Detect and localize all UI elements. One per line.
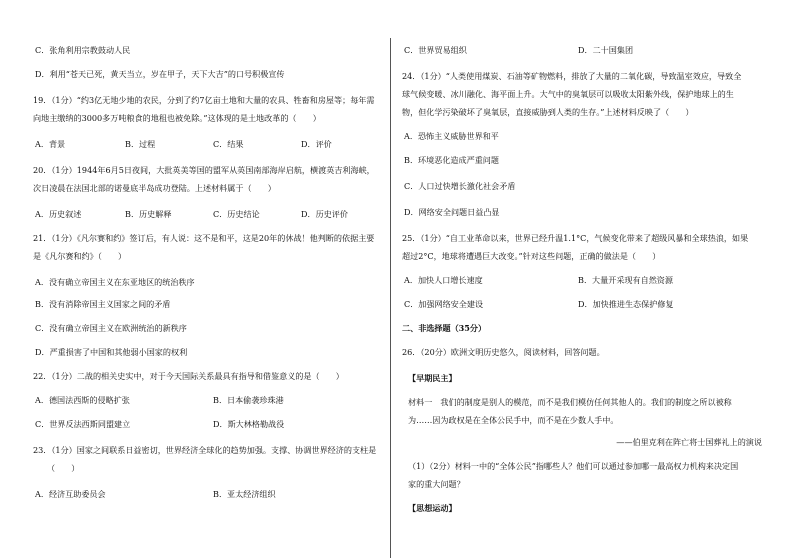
q20-option-d: D．历史评价 [301,209,348,219]
q25-option-c: C．加强网络安全建设 [404,299,484,309]
q25-option-a: A．加快人口增长速度 [404,275,483,285]
question-26-1-line2: 家的重大问题？ [408,479,465,489]
q24-option-d: D．网络安全问题日益凸显 [404,207,500,217]
q19-option-b: B．过程 [125,139,156,149]
question-21-line2: 是《凡尔赛和约》（ ） [33,251,127,261]
material-1-line2: 为……因为政权是在全体公民手中，而不是在少数人手中。 [408,415,619,425]
q24-option-c: C．人口过快增长激化社会矛盾 [404,181,516,191]
subheading-thought-movement: 【思想运动】 [408,503,457,513]
question-20-line1: 20．（1分）1944年6月5日夜间，大批英美等国的盟军从英国南部海岸启航，横渡英吉利海峡， [33,165,375,175]
q24-option-a: A．恐怖主义威胁世界和平 [404,131,499,141]
question-20-line2: 次日凌晨在法国北部的诺曼底半岛成功登陆。上述材料属于（ ） [33,183,276,193]
q22-option-a: A．德国法西斯的侵略扩张 [35,395,130,405]
q21-option-d: D．严重损害了中国和其他弱小国家的权利 [35,347,188,357]
q20-option-b: B．历史解释 [125,209,172,219]
q23-option-b: B．亚太经济组织 [213,489,276,499]
question-24-line3: 物，但化学污染破坏了臭氧层，直接威胁到人类的生存。”上述材料反映了（ ） [402,107,694,117]
q25-option-d: D．加快推进生态保护修复 [578,299,674,309]
material-1-line1: 材料一 我们的制度是别人的模范，而不是我们模仿任何其他人的。我们的制度之所以被称 [408,397,732,407]
q19-option-c: C．结果 [213,139,244,149]
q22-option-d: D．斯大林格勒战役 [213,419,285,429]
q20-option-c: C．历史结论 [213,209,260,219]
q19-option-d: D．评价 [301,139,332,149]
q22-option-b: B．日本偷袭珍珠港 [213,395,284,405]
q21-option-b: B．没有消除帝国主义国家之间的矛盾 [35,299,171,309]
question-21-line1: 21．（1分）《凡尔赛和约》签订后，有人说：这不是和平，这是20年的休战！他判断的依据主要 [33,233,375,243]
question-24-line1: 24．（1分）“人类使用煤炭、石油等矿物燃料，排放了大量的二氧化碳，导致温室效应，导致全 [402,71,742,81]
q22-option-c: C．世界反法西斯同盟建立 [35,419,131,429]
q21-option-a: A．没有确立帝国主义在东亚地区的统治秩序 [35,277,195,287]
question-23-line1: 23．（1分）国家之间联系日益密切，世界经济全球化的趋势加强。支撑、协调世界经济的支柱是 [33,445,377,455]
q21-option-c: C．没有确立帝国主义在欧洲统治的新秩序 [35,323,187,333]
q23-option-d: D．二十国集团 [578,45,634,55]
material-1-source: ——伯里克利在阵亡将士国葬礼上的演说 [616,437,762,447]
question-25-line2: 超过2°C，地球将遭遇巨大改变。”针对这些问题，正确的做法是（ ） [402,251,661,261]
option-d-18: D．利用“苍天已死，黄天当立，岁在甲子，天下大吉”的口号积极宣传 [35,69,285,79]
question-25-line1: 25．（1分）“自工业革命以来，世界已经升温1.1°C，气候变化带来了超级风暴和全球热浪，如果 [402,233,749,243]
section-heading-nonchoice: 二、非选择题（35分） [402,323,487,333]
q23-option-c: C．世界贸易组织 [404,45,467,55]
column-divider [390,38,391,558]
question-24-line2: 球气候变暖、冰川融化、海平面上升。大气中的臭氧层可以吸收太阳紫外线，保护地球上的生 [402,89,734,99]
q25-option-b: B．大量开采现有自然资源 [578,275,673,285]
question-23-line2: （ ） [47,463,80,473]
q19-option-a: A．背景 [35,139,66,149]
question-26-1-line1: （1）（2分）材料一中的“全体公民”指哪些人？他们可以通过参加哪一最高权力机构来决定国 [408,461,739,471]
q23-option-a: A．经济互助委员会 [35,489,106,499]
q24-option-b: B．环境恶化造成严重问题 [404,155,499,165]
subheading-early-democracy: 【早期民主】 [408,373,457,383]
q20-option-a: A．历史叙述 [35,209,82,219]
question-19-line2: 向地主缴纳的3000多万吨粮食的地租也被免除。”这体现的是土地改革的（ ） [33,113,321,123]
option-c-18: C．张角利用宗教鼓动人民 [35,45,131,55]
question-22-line1: 22．（1分）二战的相关史实中，对于今天国际关系最具有指导和借鉴意义的是（ ） [33,371,344,381]
question-26-stem: 26．（20分）欧洲文明历史悠久，阅读材料，回答问题。 [402,347,605,357]
question-19-line1: 19．（1分）“约3亿无地少地的农民，分到了约7亿亩土地和大量的农具、牲畜和房屋等；每年需 [33,95,375,105]
